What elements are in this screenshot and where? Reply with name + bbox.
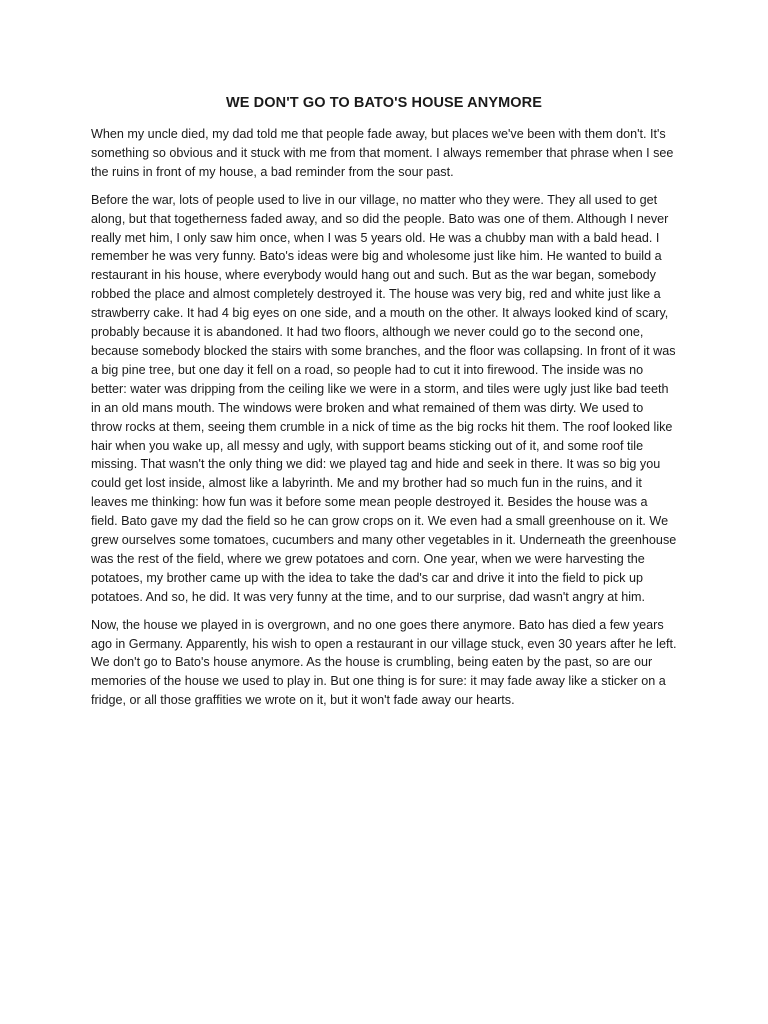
paragraph-body: Before the war, lots of people used to live in our village, no matter who they were. They all used to get along, but that togetherness faded away, and so did the people. Bato was one of them. Although I never really met him, I only saw him once, when I was 5 years old. He was a chubby man with a bald head. I remember he was very funny. Bato's ideas were big and wholesome just like him. He wanted to build a restaurant in his house, where everybody would hang out and such. But as the war began, somebody robbed the place and almost completely destroyed it. The house was very big, red and white just like a strawberry cake. It had 4 big eyes on one side, and a mouth on the other. It always looked kind of scary, probably because it is abandoned. It had two floors, although we never could go to the second one, because somebody blocked the stairs with some branches, and the floor was collapsing. In front of it was a big pine tree, but one day it fell on a road, so people had to cut it into firewood. The inside was no better: water was dripping from the ceiling like we were in a storm, and tiles were ugly just like bad teeth in an old mans mouth. The windows were broken and what remained of them was dirty. We used to throw rocks at them, seeing them crumble in a nick of time as the big rocks hit them. The roof looked like hair when you wake up, all messy and ugly, with support beams sticking out of it, and some roof tile missing. That wasn't the only thing we did: we played tag and hide and seek in there. It was so big you could get lost inside, almost like a labyrinth. Me and my brother had so much fun in the ruins, and it leaves me thinking: how fun was it before some mean people destroyed it. Besides the house was a field. Bato gave my dad the field so he can grow crops on it. We even had a small greenhouse on it. We grew ourselves some tomatoes, cucumbers and many other vegetables in it. Underneath the greenhouse was the rest of the field, where we grew potatoes and corn. One year, when we were harvesting the potatoes, my brother came up with the idea to take the dad's car and drive it into the field to pick up potatoes. And so, he did. It was very funny at the time, and to our surprise, dad wasn't angry at him. (91, 192, 677, 604)
paragraph-intro: When my uncle died, my dad told me that people fade away, but places we've been with them don't. It's something so obvious and it stuck with me from that moment. I always remember that phrase when I see the ruins in front of my house, a bad reminder from the sour past. (91, 127, 674, 179)
document-title: WE DON'T GO TO BATO'S HOUSE ANYMORE (226, 95, 542, 111)
paragraph-conclusion: Now, the house we played in is overgrown, and no one goes there anymore. Bato has died a few years ago in Germany. Apparently, his wish to open a restaurant in our village stuck, even 30 years after he left. We don't go to Bato's house anymore. As the house is crumbling, being eaten by the past, so are our memories of the house we used to play in. But one thing is for sure: it may fade away like a sticker on a fridge, or all those graffities we wrote on it, but it won't fade away our hearts. (91, 617, 677, 708)
document-page (91, 93, 677, 719)
